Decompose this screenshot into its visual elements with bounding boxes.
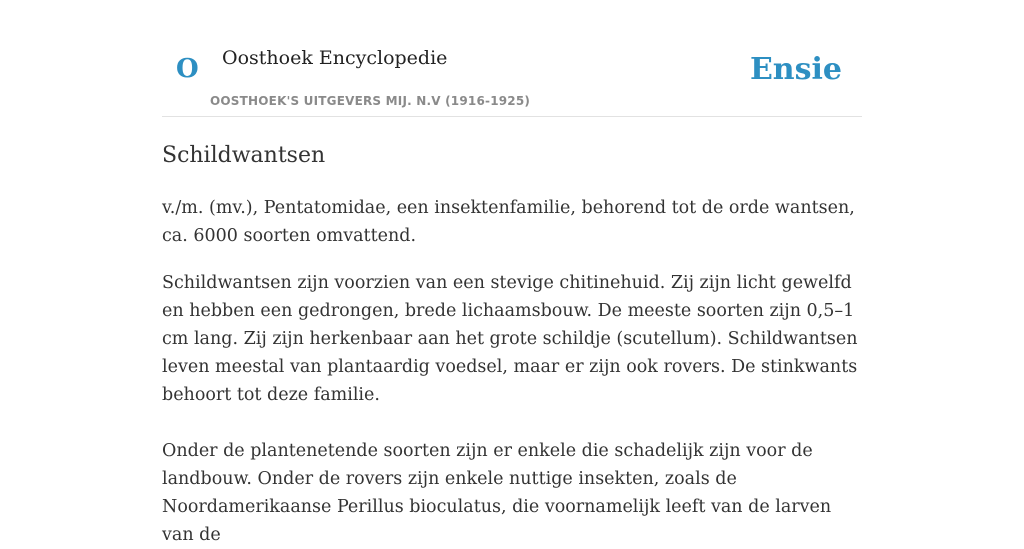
entry-paragraph-description: Schildwantsen zijn voorzien van een stevige chitinehuid. Zij zijn licht gewelfd en hebben een gedrongen, brede lichaamsbouw. De meeste soorten zijn 0,5–1 cm lang. Zij zijn herkenbaar aan het grote schildje (scutellum). Schildwantsen leven meestal van plantaardig voedsel, maar er zijn ook rovers. De stinkwants behoort tot deze familie. bbox=[162, 273, 858, 405]
entry-paragraph-species: Onder de plantenetende soorten zijn er enkele die schadelijk zijn voor de landbouw. Onder de rovers zijn enkele nuttige insekten, zoals de Noordamerikaanse Perillus bioculatus, die voornamelijk leeft van de larven van de bbox=[162, 441, 832, 545]
site-logo-icon[interactable]: O bbox=[176, 54, 199, 84]
page bbox=[162, 0, 862, 549]
entry-title: Schildwantsen bbox=[162, 143, 326, 168]
site-title-link[interactable]: Oosthoek Encyclopedie bbox=[222, 47, 448, 69]
entry-paragraph-definition: v./m. (mv.), Pentatomidae, een insektenfamilie, behorend tot de orde wantsen, ca. 6000 soorten omvattend. bbox=[162, 198, 855, 246]
site-header bbox=[162, 0, 862, 117]
ensie-brand-link[interactable]: Ensie bbox=[749, 52, 842, 87]
publisher-label: OOSTHOEK'S UITGEVERS MIJ. N.V (1916-1925) bbox=[210, 94, 531, 108]
